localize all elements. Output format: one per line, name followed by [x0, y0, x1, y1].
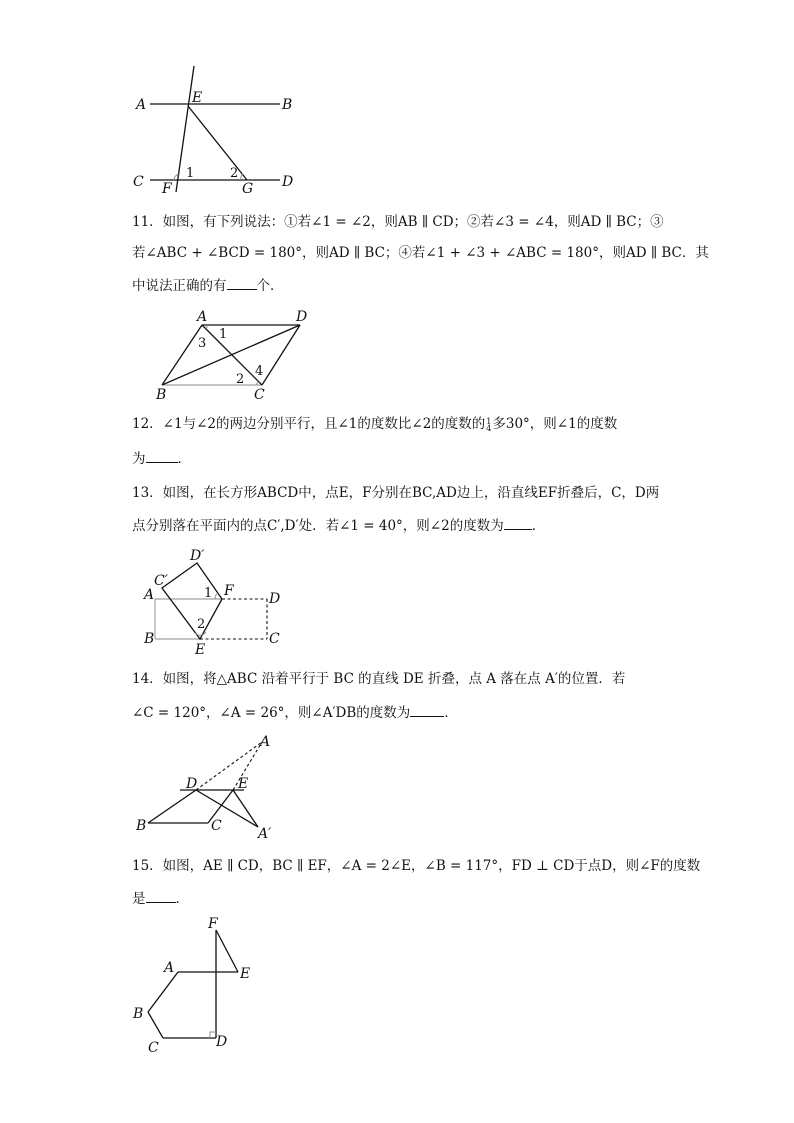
label-c: C: [133, 174, 144, 190]
figure-q14: [130, 730, 280, 840]
label-e: E: [195, 642, 206, 658]
question-12: [132, 417, 672, 467]
folded-quadrilateral: [162, 563, 222, 639]
figure-q11: [150, 305, 320, 403]
question-14: [132, 672, 672, 721]
answer-blank-15[interactable]: [146, 890, 176, 903]
label-c: C: [254, 387, 265, 403]
q14-line2-post: ．: [444, 705, 458, 721]
label-c-prime: C′: [154, 573, 168, 589]
segment-dc: [262, 325, 300, 385]
label-e: E: [238, 776, 249, 792]
label-angle-4: 4: [255, 364, 264, 379]
label-g: G: [242, 181, 254, 197]
label-c: C: [211, 818, 222, 834]
question-13: [132, 486, 672, 534]
label-c: C: [148, 1040, 159, 1056]
label-e: E: [192, 90, 203, 106]
angle-1-arc: [174, 174, 180, 180]
q13-line2: [132, 517, 672, 534]
label-angle-1: 1: [186, 166, 195, 181]
angle-1-arc: [215, 593, 218, 599]
segment-ea-prime: [233, 790, 258, 827]
figure-q13: [140, 546, 300, 658]
label-a: A: [164, 960, 175, 976]
figure-q10: [130, 62, 300, 197]
fraction-denominator: 4: [486, 423, 492, 433]
question-11: [132, 214, 709, 294]
segment-ab: [148, 972, 178, 1012]
label-angle-2: 2: [230, 166, 239, 181]
label-d: D: [282, 174, 294, 190]
segment-da-prime: [196, 790, 258, 827]
q12-line2-pre: 为: [132, 451, 146, 467]
label-c: C: [269, 631, 280, 647]
q11-line3-post: 个．: [256, 278, 284, 294]
dashed-da: [196, 742, 262, 790]
label-b: B: [282, 97, 293, 113]
q15-line2-pre: 是: [132, 891, 146, 907]
q15-line2-post: ．: [175, 891, 189, 907]
label-d: D: [269, 591, 281, 607]
q12-line1: [132, 417, 672, 432]
label-angle-2: 2: [236, 372, 245, 387]
q14-line1: 14．如图，将△ABC 沿着平行于 BC 的直线 DE 折叠，点 A 落在点 A′的位置．若: [132, 671, 626, 687]
label-a: A: [260, 734, 271, 750]
label-d: D: [186, 776, 198, 792]
answer-blank-11[interactable]: [227, 277, 257, 290]
label-d: D: [216, 1034, 228, 1050]
label-angle-1: 1: [204, 586, 213, 601]
label-a: A: [136, 97, 147, 113]
q13-line2-post: ．: [531, 518, 546, 534]
q13-line2-pre: 点分别落在平面内的点C′,D′处．若∠1 = 40°，则∠2的度数为: [132, 518, 504, 534]
label-b: B: [136, 818, 147, 834]
segment-bd: [148, 790, 196, 823]
answer-blank-13[interactable]: [504, 517, 532, 530]
label-angle-1: 1: [219, 327, 228, 342]
angle-2-arc: [241, 174, 243, 180]
label-d-prime: D′: [190, 548, 205, 564]
label-a: A: [144, 587, 155, 603]
q11-line3-pre: 中说法正确的有: [132, 278, 227, 294]
q12-line1-pre: 12．∠1与∠2的两边分别平行，且∠1的度数比∠2的度数的: [132, 416, 486, 432]
label-e: E: [240, 966, 251, 982]
q13-line1: 13．如图，在长方形ABCD中，点E，F分别在BC,AD边上，沿直线EF折叠后，C，D两: [132, 485, 660, 501]
q12-line2-post: ．: [177, 451, 191, 467]
label-a-prime: A′: [258, 826, 272, 842]
fraction-one-quarter: [486, 418, 491, 432]
figure-q15: [128, 912, 268, 1057]
label-f: F: [208, 916, 218, 932]
question-15: [132, 858, 701, 907]
q15-line1: 15．如图，AE ∥ CD，BC ∥ EF，∠A = 2∠E，∠B = 117°，FD ⊥ CD于点D，则∠F的度数: [132, 858, 701, 874]
label-a: A: [197, 309, 208, 325]
q15-line2: [132, 890, 672, 907]
segment-fe: [216, 930, 238, 972]
q11-line2: 若∠ABC + ∠BCD = 180°，则AD ∥ BC；④若∠1 + ∠3 + ∠ABC = 180°，则AD ∥ BC．其: [132, 245, 709, 261]
label-angle-3: 3: [198, 336, 207, 351]
fraction-numerator: 1: [486, 416, 492, 426]
q14-line2: [132, 704, 672, 721]
label-angle-2: 2: [197, 617, 206, 632]
answer-blank-14[interactable]: [410, 704, 444, 717]
segment-bc: [148, 1012, 163, 1038]
answer-blank-12[interactable]: [146, 450, 178, 463]
label-f: F: [162, 181, 172, 197]
label-f: F: [224, 583, 234, 599]
q12-line2: [132, 450, 672, 467]
q12-line1-post: 多30°，则∠1的度数: [492, 416, 618, 432]
label-b: B: [156, 387, 167, 403]
label-d: D: [296, 309, 308, 325]
label-b: B: [144, 631, 155, 647]
q11-line1: 11．如图，有下列说法：①若∠1 = ∠2，则AB ∥ CD；②若∠3 = ∠4，则AD ∥ BC；③: [132, 214, 664, 230]
q14-line2-pre: ∠C = 120°，∠A = 26°，则∠A′DB的度数为: [132, 705, 411, 721]
q11-line3: [132, 277, 672, 294]
label-b: B: [133, 1006, 144, 1022]
